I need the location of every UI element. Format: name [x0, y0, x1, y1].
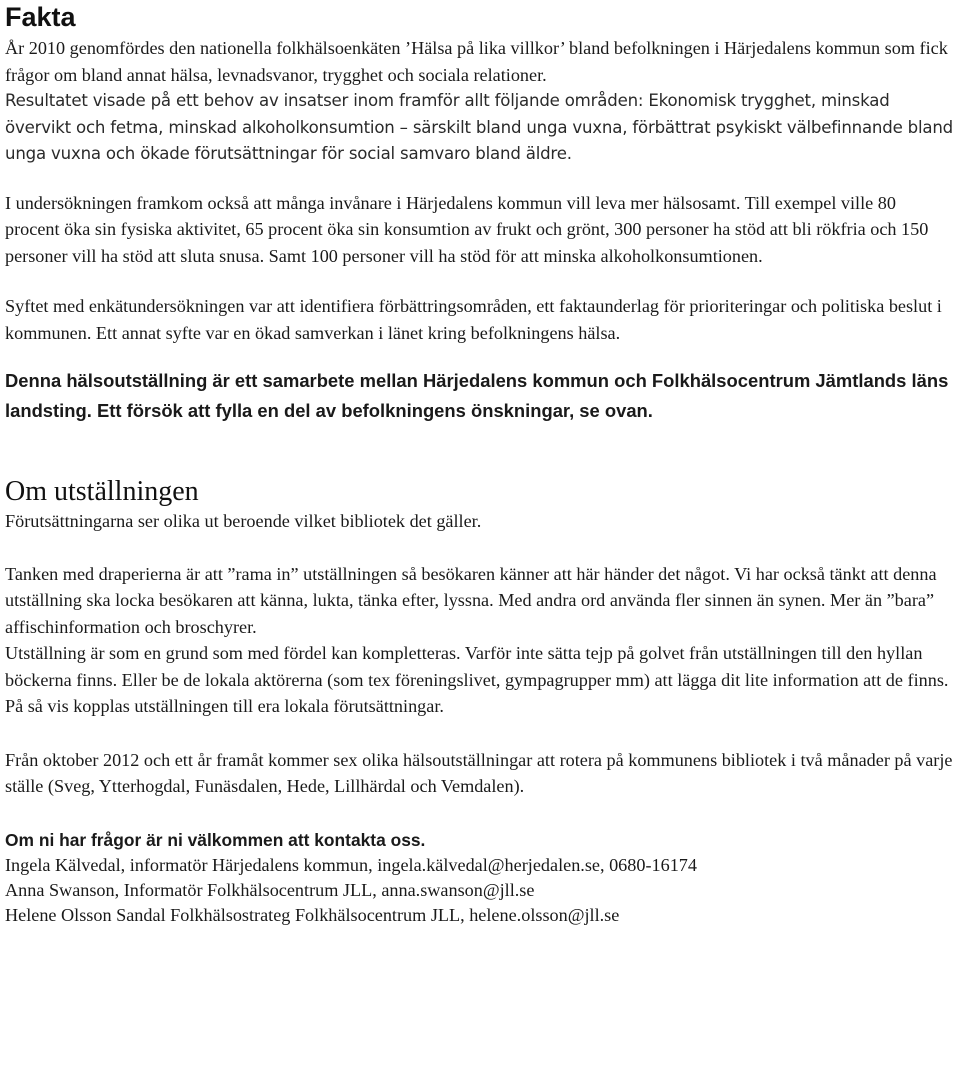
fakta-survey-paragraph: I undersökningen framkom också att många invånare i Härjedalens kommun vill leva mer hälsosamt. Till exempel ville 80 procent öka sin fysiska aktivitet, 65 procent öka sin konsumtion av frukt och grönt, 300 personer ha stöd att bli rökfria och 150 personer vill ha stöd att sluta snusa. Samt 100 personer vill ha stöd för att minska alkoholkonsumtionen. [5, 192, 929, 266]
fakta-intro-paragraph: År 2010 genomfördes den nationella folkhälsoenkäten ’Hälsa på lika villkor’ bland befolkningen i Härjedalens kommun som fick frågor om bland annat hälsa, levnadsvanor, trygghet och sociala relationer. [5, 38, 948, 85]
exhibition-basis-paragraph: Utställning är som en grund som med fördel kan kompletteras. Varför inte sätta tejp på golvet från utställningen till den hyllan böckerna finns. Eller be de lokala aktörerna (som tex föreningslivet, gympagrupper mm) att lägga dit lite information att de finns. På så vis kopplas utställningen till era lokala förutsättningar. [5, 643, 949, 716]
exhibition-conditions-paragraph: Förutsättningarna ser olika ut beroende vilket bibliotek det gäller. [5, 511, 482, 531]
contact-line: Ingela Kälvedal, informatör Härjedalens kommun, ingela.kälvedal@herjedalen.se, 0680-16174 [5, 854, 697, 875]
contact-section [5, 827, 955, 928]
fakta-purpose-paragraph: Syftet med enkätundersökningen var att identifiera förbättringsområden, ett faktaunderlag för prioriteringar och politiska beslut i kommunen. Ett annat syfte var en ökad samverkan i länet kring befolkningens hälsa. [5, 296, 942, 343]
exhibition-schedule-paragraph: Från oktober 2012 och ett år framåt kommer sex olika hälsoutställningar att rotera på kommunens bibliotek i två månader på varje ställe (Sveg, Ytterhogdal, Funäsdalen, Hede, Lillhärdal och Vemdalen). [5, 749, 953, 796]
fakta-heading: Fakta [5, 2, 76, 32]
contact-heading: Om ni har frågor är ni välkommen att kontakta oss. [5, 829, 426, 850]
fakta-results-paragraph: Resultatet visade på ett behov av insatser inom framför allt följande områden: Ekonomisk trygghet, minskad övervikt och fetma, minskad alkoholkonsumtion – särskilt bland unga vuxna, förbättrat psykiskt välbefinnande bland unga vuxna och ökade förutsättningar för social samvaro bland äldre. [5, 91, 954, 163]
exhibition-idea-paragraph: Tanken med draperierna är att ”rama in” utställningen så besökaren känner att här händer det något. Vi har också tänkt att denna utställning ska locka besökaren att känna, lukta, tänka efter, lyssna. Med andra ord använda fler sinnen än synen. Mer än ”bara” affischinformation och broschyrer. [5, 563, 937, 637]
fakta-collaboration-paragraph: Denna hälsoutställning är ett samarbete mellan Härjedalens kommun och Folkhälsocentrum Jämtlands läns landsting. Ett försök att fylla en del av befolkningens önskningar, se ovan. [5, 370, 949, 421]
contact-line: Anna Swanson, Informatör Folkhälsocentrum JLL, anna.swanson@jll.se [5, 879, 535, 900]
document-page [5, 0, 955, 928]
exhibition-heading: Om utställningen [5, 476, 199, 507]
contact-line: Helene Olsson Sandal Folkhälsostrateg Folkhälsocentrum JLL, helene.olsson@jll.se [5, 904, 620, 925]
